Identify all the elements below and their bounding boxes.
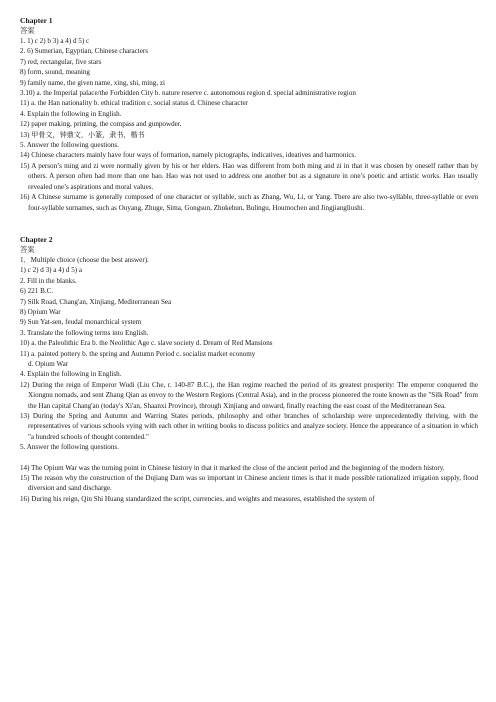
ch2-paragraph: 15) The reason why the construction of the Dujiang Dam was so important in Chinese ancient times is that it made possible rationalized irrigation supply, flood diversion and sand discharge. bbox=[20, 474, 478, 493]
ch1-paragraph: 16) A Chinese surname is generally composed of one character or syllable, such as Zhang, Wu, Li, or Yang. There are also two-syllable, three-syllable or even four-syllable surnames, such as Ouyang, Zhuge, Sima, Gongsun, Zhukehun, Bulingu, Houmochen and Jingjiangliushi. bbox=[20, 193, 478, 212]
ch2-line: 10) a. the Paleolithic Era b. the Neolithic Age c. slave society d. Dream of Red Mansions bbox=[20, 339, 273, 348]
chapter-1-title: Chapter 1 bbox=[20, 16, 53, 25]
chapter-1-answers-label: 答案 bbox=[20, 26, 35, 35]
chapter-2-answers-label: 答案 bbox=[20, 244, 35, 254]
ch2-paragraph: 13) During the Spring and Autumn and Warring States periods, philosophy and other branches of scholarship were unprecedentedly thriving, with the representatives of various schools vying with each other in writing books to discuss politics and analyze society. Hence the appearance of a situation in which "a hundred schools of thought contended." bbox=[20, 412, 478, 441]
ch2-line: 6) 221 B.C. bbox=[20, 287, 54, 296]
ch1-line: 7) red, rectangular, five stars bbox=[20, 57, 102, 66]
ch2-line: 11) a. painted pottery b. the spring and Autumn Period c. socialist market economy bbox=[20, 349, 256, 358]
ch2-paragraph: 16) During his reign, Qin Shi Huang standardized the script, currencies, and weights and measures, established the system of bbox=[20, 494, 375, 503]
ch2-line: 4. Explain the following in English. bbox=[20, 370, 122, 379]
ch2-section-5-heading: 5. Answer the following questions. bbox=[20, 443, 119, 452]
ch2-line: 1) c 2) d 3) a 4) d 5) a bbox=[20, 266, 83, 275]
ch2-paragraph: 14) The Opium War was the turning point in Chinese history in that it marked the close of the ancient period and the beginning of the modern history. bbox=[20, 463, 445, 472]
chapter-2-title: Chapter 2 bbox=[20, 234, 53, 244]
ch1-line: 8) form, sound, meaning bbox=[20, 68, 90, 77]
ch2-line: 2. Fill in the blanks. bbox=[20, 276, 77, 285]
ch2-line: 9) Sun Yat-sen, feudal monarchical system bbox=[20, 318, 142, 327]
ch1-line: 13) 甲骨文，钟鼎文，小篆，隶书，楷书 bbox=[20, 130, 145, 139]
ch1-line: 11) a. the Han nationality b. ethical tradition c. social status d. Chinese character bbox=[20, 99, 249, 108]
ch1-line: 1. 1) c 2) b 3) a 4) d 5) c bbox=[20, 37, 90, 45]
ch1-line: 9) family name, the given name, xing, shi, ming, zi bbox=[20, 78, 165, 87]
ch2-line: 1．Multiple choice (choose the best answer). bbox=[20, 255, 149, 264]
ch1-line: 5. Answer the following questions. bbox=[20, 141, 119, 150]
ch2-line: 3. Translate the following terms into English. bbox=[20, 328, 149, 337]
ch2-line: 7) Silk Road, Chang'an, Xinjiang, Mediterranean Sea bbox=[20, 297, 172, 306]
ch1-line: 3.10) a. the Imperial palace/the Forbidden City b. nature reserve c. autonomous region d. special administrative region bbox=[20, 89, 356, 98]
ch2-line: d. Opium War bbox=[28, 359, 69, 368]
chapter-1 bbox=[20, 16, 478, 213]
ch1-line: 14) Chinese characters mainly have four ways of formation, namely pictographs, indicatives, ideatives and harmonics. bbox=[20, 151, 357, 160]
ch1-paragraph: 15) A person’s ming and zi were normally given by his or her elders. Hao was different from both ming and zi in that it was chosen by oneself rather than by others. A person often had more than one hao. Hao was not used to address one another but as a signature in one’s poetic and artistic works. Hao usually revealed one’s aspirations and moral values. bbox=[20, 161, 478, 191]
ch2-line: 8) Opium War bbox=[20, 307, 61, 316]
chapter-2 bbox=[20, 235, 478, 504]
ch1-line: 12) paper making, printing, the compass and gunpowder. bbox=[20, 120, 182, 129]
ch1-line: 2. 6) Sumerian, Egyptian, Chinese characters bbox=[20, 47, 149, 56]
ch1-line: 4. Explain the following in English. bbox=[20, 109, 122, 118]
ch2-paragraph: 12) During the reign of Emperor Wudi (Liu Che, r. 140-87 B.C.), the Han regime reached the period of its greatest prosperity: The emperor conquered the Xiongnu nomads, and sent Zhang Qian as envoy to the Western Regions (Central Asia), and in the process pioneered the route known as the "Silk Road" from the Han capital Chang'an (today's Xi'an, Shaanxi Province), through Xinjiang and onward, finally reaching the east coast of the Mediterranean Sea. bbox=[20, 380, 478, 410]
